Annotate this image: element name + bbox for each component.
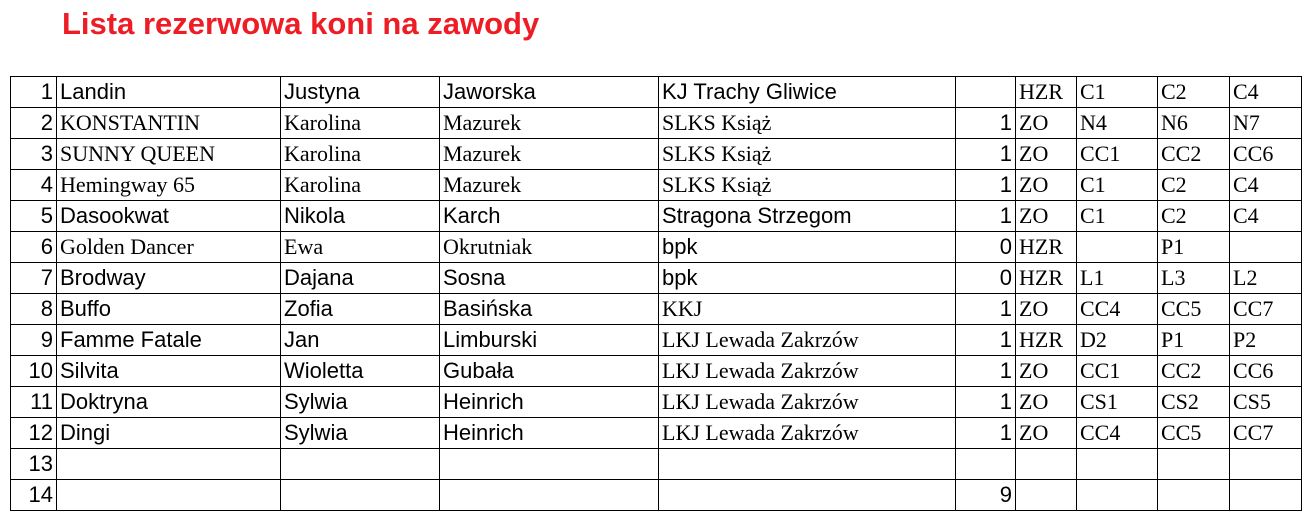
class-2-cell: CC5 [1158, 418, 1230, 449]
rider-first-name-cell: Zofia [281, 294, 440, 325]
rider-last-name-cell: Sosna [440, 263, 659, 294]
table-row [11, 170, 1302, 201]
row-number-cell: 8 [11, 294, 57, 325]
class-1-cell: CC4 [1077, 418, 1158, 449]
club-cell: Stragona Strzegom [659, 201, 956, 232]
table-row [11, 77, 1302, 108]
class-3-cell: C4 [1230, 77, 1302, 108]
horse-name-cell: Landin [57, 77, 281, 108]
table-row [11, 480, 1302, 511]
class-3-cell: N7 [1230, 108, 1302, 139]
class-3-cell: L2 [1230, 263, 1302, 294]
category-cell [1016, 480, 1077, 511]
club-cell: LKJ Lewada Zakrzów [659, 387, 956, 418]
rider-first-name-cell: Sylwia [281, 418, 440, 449]
rider-first-name-cell: Karolina [281, 139, 440, 170]
class-2-cell [1158, 449, 1230, 480]
class-3-cell: C4 [1230, 170, 1302, 201]
rider-last-name-cell [440, 480, 659, 511]
rider-last-name-cell: Limburski [440, 325, 659, 356]
club-cell: bpk [659, 232, 956, 263]
club-cell: KJ Trachy Gliwice [659, 77, 956, 108]
horse-name-cell: KONSTANTIN [57, 108, 281, 139]
rider-first-name-cell: Karolina [281, 170, 440, 201]
category-cell: ZO [1016, 201, 1077, 232]
horse-name-cell: Famme Fatale [57, 325, 281, 356]
row-number-cell: 9 [11, 325, 57, 356]
row-number-cell: 1 [11, 77, 57, 108]
club-cell: LKJ Lewada Zakrzów [659, 418, 956, 449]
class-2-cell: CS2 [1158, 387, 1230, 418]
class-2-cell: L3 [1158, 263, 1230, 294]
rider-last-name-cell: Karch [440, 201, 659, 232]
rider-last-name-cell: Heinrich [440, 418, 659, 449]
class-1-cell: C1 [1077, 77, 1158, 108]
horse-name-cell: Doktryna [57, 387, 281, 418]
class-3-cell [1230, 449, 1302, 480]
count-cell: 1 [956, 201, 1016, 232]
row-number-cell: 12 [11, 418, 57, 449]
class-1-cell [1077, 480, 1158, 511]
rider-last-name-cell: Heinrich [440, 387, 659, 418]
club-cell [659, 480, 956, 511]
category-cell: ZO [1016, 170, 1077, 201]
row-number-cell: 4 [11, 170, 57, 201]
count-cell: 1 [956, 294, 1016, 325]
class-3-cell: CS5 [1230, 387, 1302, 418]
club-cell: bpk [659, 263, 956, 294]
category-cell: HZR [1016, 325, 1077, 356]
table-row [11, 387, 1302, 418]
horse-name-cell: Hemingway 65 [57, 170, 281, 201]
table-row [11, 108, 1302, 139]
class-3-cell: CC6 [1230, 356, 1302, 387]
rider-first-name-cell: Jan [281, 325, 440, 356]
rider-first-name-cell: Wioletta [281, 356, 440, 387]
horse-name-cell: Silvita [57, 356, 281, 387]
class-3-cell: CC6 [1230, 139, 1302, 170]
rider-first-name-cell: Justyna [281, 77, 440, 108]
row-number-cell: 6 [11, 232, 57, 263]
rider-last-name-cell: Mazurek [440, 108, 659, 139]
club-cell: SLKS Książ [659, 170, 956, 201]
table-row [11, 356, 1302, 387]
reserve-list-table [10, 76, 1302, 511]
category-cell: ZO [1016, 418, 1077, 449]
count-cell: 1 [956, 356, 1016, 387]
rider-first-name-cell: Sylwia [281, 387, 440, 418]
class-3-cell: CC7 [1230, 294, 1302, 325]
row-number-cell: 3 [11, 139, 57, 170]
class-3-cell: P2 [1230, 325, 1302, 356]
row-number-cell: 5 [11, 201, 57, 232]
class-1-cell: CC1 [1077, 356, 1158, 387]
category-cell [1016, 449, 1077, 480]
class-2-cell: CC5 [1158, 294, 1230, 325]
table-row [11, 294, 1302, 325]
row-number-cell: 10 [11, 356, 57, 387]
rider-first-name-cell: Nikola [281, 201, 440, 232]
horse-name-cell: Golden Dancer [57, 232, 281, 263]
class-2-cell: C2 [1158, 170, 1230, 201]
row-number-cell: 7 [11, 263, 57, 294]
horse-name-cell [57, 480, 281, 511]
count-cell [956, 449, 1016, 480]
category-cell: HZR [1016, 263, 1077, 294]
class-1-cell [1077, 232, 1158, 263]
rider-first-name-cell [281, 449, 440, 480]
table-row [11, 232, 1302, 263]
row-number-cell: 13 [11, 449, 57, 480]
rider-first-name-cell: Ewa [281, 232, 440, 263]
category-cell: ZO [1016, 108, 1077, 139]
class-2-cell [1158, 480, 1230, 511]
count-cell: 1 [956, 387, 1016, 418]
class-3-cell [1230, 480, 1302, 511]
rider-last-name-cell [440, 449, 659, 480]
horse-name-cell [57, 449, 281, 480]
rider-last-name-cell: Mazurek [440, 139, 659, 170]
class-1-cell: D2 [1077, 325, 1158, 356]
club-cell: LKJ Lewada Zakrzów [659, 325, 956, 356]
count-cell: 9 [956, 480, 1016, 511]
count-cell: 1 [956, 139, 1016, 170]
club-cell: SLKS Książ [659, 139, 956, 170]
rider-first-name-cell [281, 480, 440, 511]
horse-name-cell: Buffo [57, 294, 281, 325]
page-title: Lista rezerwowa koni na zawody [62, 6, 540, 41]
category-cell: HZR [1016, 77, 1077, 108]
class-2-cell: N6 [1158, 108, 1230, 139]
class-1-cell: N4 [1077, 108, 1158, 139]
class-1-cell: CS1 [1077, 387, 1158, 418]
row-number-cell: 11 [11, 387, 57, 418]
rider-first-name-cell: Karolina [281, 108, 440, 139]
table-row [11, 418, 1302, 449]
class-1-cell [1077, 449, 1158, 480]
horse-name-cell: Dasookwat [57, 201, 281, 232]
class-3-cell [1230, 232, 1302, 263]
rider-first-name-cell: Dajana [281, 263, 440, 294]
horse-name-cell: Dingi [57, 418, 281, 449]
club-cell: SLKS Książ [659, 108, 956, 139]
class-1-cell: CC1 [1077, 139, 1158, 170]
category-cell: ZO [1016, 294, 1077, 325]
class-1-cell: C1 [1077, 201, 1158, 232]
row-number-cell: 2 [11, 108, 57, 139]
count-cell: 0 [956, 263, 1016, 294]
count-cell: 1 [956, 108, 1016, 139]
rider-last-name-cell: Mazurek [440, 170, 659, 201]
count-cell: 1 [956, 325, 1016, 356]
class-2-cell: CC2 [1158, 139, 1230, 170]
count-cell: 1 [956, 170, 1016, 201]
horse-name-cell: Brodway [57, 263, 281, 294]
table-row [11, 139, 1302, 170]
count-cell: 1 [956, 418, 1016, 449]
table-row [11, 263, 1302, 294]
class-1-cell: CC4 [1077, 294, 1158, 325]
category-cell: ZO [1016, 356, 1077, 387]
class-2-cell: P1 [1158, 325, 1230, 356]
table-row [11, 449, 1302, 480]
class-2-cell: P1 [1158, 232, 1230, 263]
class-3-cell: CC7 [1230, 418, 1302, 449]
count-cell [956, 77, 1016, 108]
rider-last-name-cell: Jaworska [440, 77, 659, 108]
table-row [11, 325, 1302, 356]
row-number-cell: 14 [11, 480, 57, 511]
rider-last-name-cell: Okrutniak [440, 232, 659, 263]
table-row [11, 201, 1302, 232]
class-2-cell: CC2 [1158, 356, 1230, 387]
category-cell: ZO [1016, 387, 1077, 418]
club-cell: KKJ [659, 294, 956, 325]
count-cell: 0 [956, 232, 1016, 263]
club-cell [659, 449, 956, 480]
class-1-cell: L1 [1077, 263, 1158, 294]
class-2-cell: C2 [1158, 77, 1230, 108]
club-cell: LKJ Lewada Zakrzów [659, 356, 956, 387]
rider-last-name-cell: Gubała [440, 356, 659, 387]
class-3-cell: C4 [1230, 201, 1302, 232]
category-cell: ZO [1016, 139, 1077, 170]
class-1-cell: C1 [1077, 170, 1158, 201]
rider-last-name-cell: Basińska [440, 294, 659, 325]
class-2-cell: C2 [1158, 201, 1230, 232]
category-cell: HZR [1016, 232, 1077, 263]
horse-name-cell: SUNNY QUEEN [57, 139, 281, 170]
